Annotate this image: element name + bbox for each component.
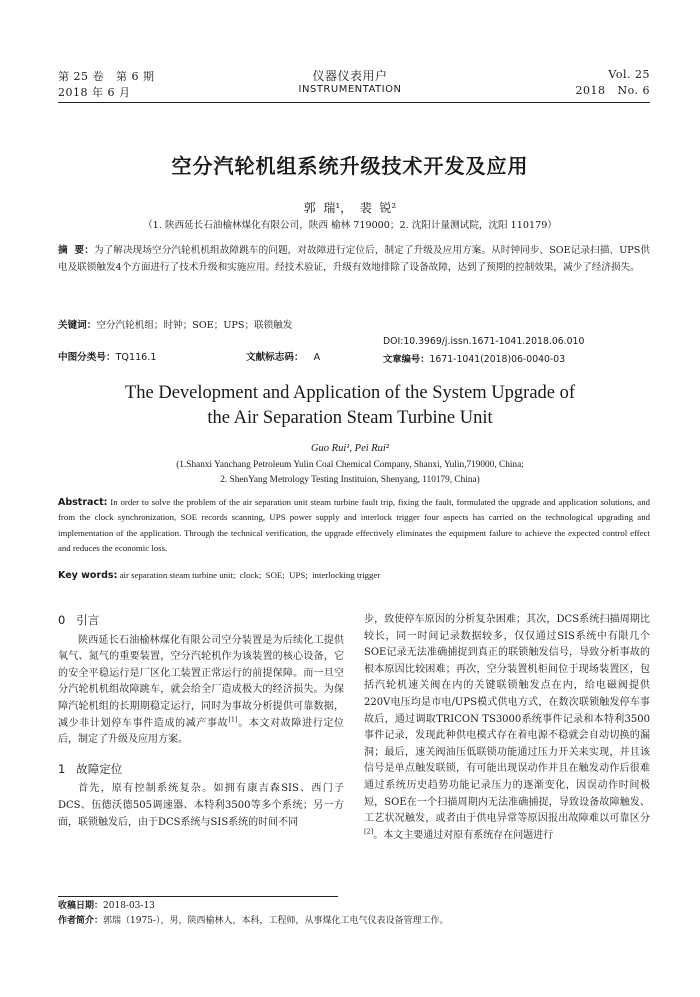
footnote-rule: [58, 896, 338, 897]
section-0-text-end: 。本文对故障进行定位后，制定了升级及应用方案。: [58, 717, 345, 746]
affiliation-cn: （1. 陕西延长石油榆林煤化有限公司，陕西 榆林 719000；2. 沈阳计量测试院，沈阳 110179）: [143, 220, 557, 231]
right-column-paragraph: [364, 612, 650, 844]
affiliation-en-1: (1.Shanxi Yanchang Petroleum Yulin Coal Chemical Company, Shanxi, Yulin,719000, China;: [176, 460, 524, 470]
abstract-en: [58, 495, 650, 556]
keywords-cn-label: 关键词：: [58, 320, 97, 331]
header-volume-issue: 第 25 卷 第 6 期: [58, 70, 155, 83]
clc-value: TQ116.1: [115, 352, 157, 363]
received-value: 2018-03-13: [103, 901, 155, 911]
title-en: [0, 381, 700, 431]
section-0-paragraph: [58, 633, 344, 749]
doi: DOI:10.3969/j.issn.1671-1041.2018.06.010: [383, 336, 585, 347]
footnote-received: [58, 899, 155, 914]
header-journal-cn: 仪器仪表用户: [312, 69, 388, 83]
left-column: [58, 612, 344, 831]
doc-code-label: 文献标志码：: [246, 352, 304, 363]
footnote-author: [58, 914, 650, 929]
section-0-text: 陕西延长石油榆林煤化有限公司空分装置是为后续化工提供氧气、氮气的重要装置，空分汽轮机作为该装置的核心设备，它的安全平稳运行是厂区化工装置正常运行的前提保障。而一旦空分汽轮机机组故障跳车，就会给全厂造成极大的经济损失。为保障汽轮机组的长期期稳定运行，同时为事故分析提供可靠数据，减少非计划停车事件造成的减产事故: [58, 634, 344, 729]
author-bio-label: 作者简介：: [58, 916, 104, 926]
right-column-text-end: 。本文主要通过对原有系统存在问题进行: [373, 829, 554, 841]
keywords-en-label: Key words:: [58, 570, 118, 581]
header-vol-en: Vol. 25: [608, 68, 650, 81]
clc-label: 中图分类号：: [58, 352, 116, 363]
abstract-en-label: Abstract:: [58, 497, 108, 508]
right-column-text: 步，致使停车原因的分析复杂困难；其次，DCS系统扫描周期比较长，同一时间记录数据较多，仅仅通过SIS系统中有限几个SOE记录无法准确捕捉到真正的联锁触发信号，导致分析事故的根本原因比较困难；再次，空分装置机柜间位于现场装置区，包括汽轮机速关阀在内的关键联锁触发点在内，给电磁阀提供220V电压均是市电/UPS模式供电方式，在数次联锁触发停车事故后，通过调取TRICON TS3000系统事件记录和本特利3500事件记录，发现此种供电模式存在着电源不稳就会自动切换的漏洞；最后，速关阀油压低联锁功能通过压力开关来实现，并且该信号是单点触发联锁，有可能出现误动作并且在触发动作后很难通过系统历史趋势功能记录压力的逐渐变化，因误动作时间极短，SOE在一个扫描周期内无法准确捕捉，导致设备故障触发、工艺状况触发，或者由于供电异常等原因报出故障难以可靠区分: [364, 614, 650, 825]
title-en-line1: The Development and Application of the System Upgrade of: [124, 383, 576, 403]
abstract-cn-text: 为了解决现场空分汽轮机机组故障跳车的问题，对故障进行定位后，制定了升级及应用方案。从时钟同步、SOE记录扫描、UPS供电及联锁触发4个方面进行了技术升级和实施应用。经技术验证，升级有效地排除了设备故障，达到了预期的控制效果，减少了经济损失。: [58, 245, 650, 273]
section-0-heading: 0 引言: [58, 613, 100, 627]
header-date: 2018 年 6 月: [58, 86, 131, 99]
doc-code-value: A: [313, 352, 321, 363]
document-code: [246, 349, 320, 363]
section-1-heading: 1 故障定位: [58, 761, 123, 776]
abstract-cn: [58, 242, 650, 276]
title-en-line2: the Air Separation Steam Turbine Unit: [207, 408, 493, 428]
header-issue-en: 2018 No. 6: [575, 84, 650, 97]
keywords-cn-text: 空分汽轮机组；时钟；SOE；UPS；联锁触发: [96, 320, 293, 331]
authors-cn: 郭 瑞¹， 裴 锐²: [303, 201, 397, 215]
abstract-en-text: In order to solve the problem of the air separation unit steam turbine fault trip, fixing the fault, formulated the upgrade and application solutions, and from the clock synchronization, SOE records scanning, UPS power supply and interlock trigger four aspects has carried on the technological upgrading and implementation of the application. Through the technical verification, the upgrade effectively eliminates the equipment failure to achieve the expected control effect and reduces the economic loss.: [58, 497, 650, 553]
clc-number: [58, 349, 156, 363]
received-label: 收稿日期：: [58, 901, 104, 911]
abstract-cn-label: 摘 要：: [58, 245, 94, 256]
header-rule: [58, 102, 650, 103]
citation-1: [1]: [228, 715, 238, 724]
keywords-en: [58, 568, 650, 583]
article-number: [383, 351, 565, 365]
section-1-paragraph: 首先，原有控制系统复杂。如拥有康吉森SIS、西门子DCS、伍德沃德505调速器、本特利3500等多个系统；另一方面，联锁触发后，由于DCS系统与SIS系统的时间不同: [58, 783, 344, 828]
header-journal-en: INSTRUMENTATION: [298, 84, 402, 95]
affiliation-en-2: 2. ShenYang Metrology Testing Instituion, Shenyang, 110179, China): [220, 475, 480, 485]
citation-2: [2]: [364, 827, 374, 836]
title-cn: 空分汽轮机组系统升级技术开发及应用: [171, 154, 529, 178]
keywords-cn: [58, 317, 650, 334]
author-bio-value: 郭瑞（1975-），男，陕西榆林人，本科，工程师，从事煤化工电气仪表设备管理工作。: [103, 916, 449, 926]
authors-en: Guo Rui¹, Pei Rui²: [310, 443, 390, 454]
keywords-en-text: air separation steam turbine unit; clock; SOE; UPS; interlocking trigger: [119, 570, 381, 580]
right-column: [364, 612, 650, 844]
article-no-label: 文章编号：: [383, 354, 430, 365]
article-no-value: 1671-1041(2018)06-0040-03: [429, 354, 566, 365]
